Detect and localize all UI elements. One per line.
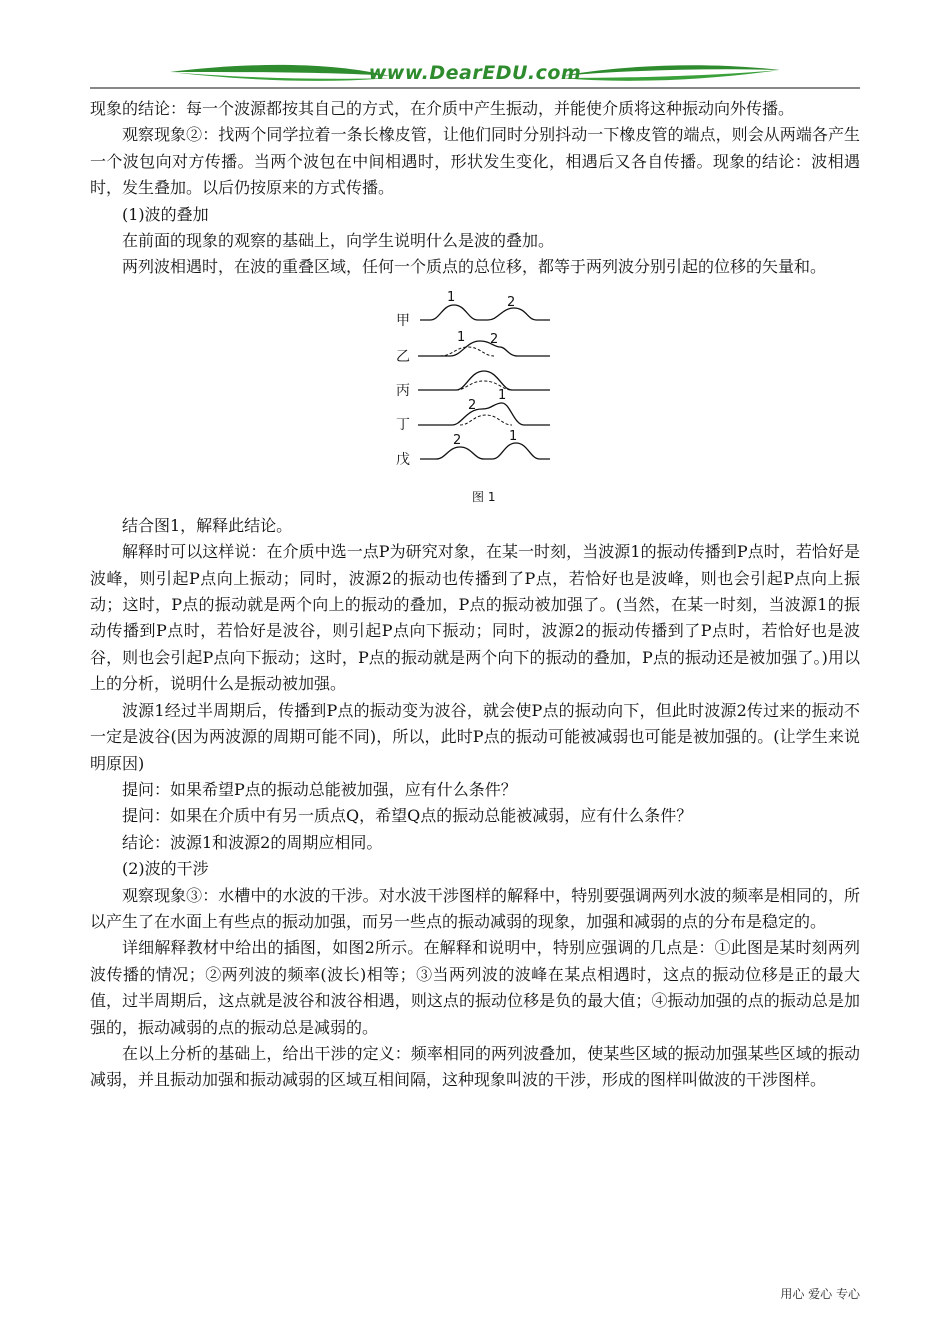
wave-wu: [420, 443, 550, 459]
paragraph: 现象的结论：每一个波源都按其自己的方式，在介质中产生振动，并能使介质将这种振动向外传播。: [90, 99, 795, 118]
wave-label: 2: [490, 331, 499, 347]
section-heading: (2)波的干涉: [122, 859, 209, 879]
conclusion: 结论：波源1和波源2的周期应相同。: [122, 832, 383, 852]
row-label-bing: 丙: [396, 382, 410, 399]
wave-yi-sum: [418, 341, 550, 356]
wave-superposition-diagram: [390, 281, 560, 513]
wave-label: 2: [468, 397, 477, 413]
page-footer: 用心 爱心 专心: [780, 1287, 860, 1301]
wave-label: 2: [507, 294, 516, 310]
section-heading: (1)波的叠加: [122, 204, 209, 224]
wave-label: 1: [447, 289, 456, 305]
question: 提问：如果希望P点的振动总能被加强，应有什么条件？: [122, 779, 517, 799]
wave-label: 1: [509, 428, 518, 444]
wave-label: 1: [457, 329, 466, 345]
paragraph: 解释时可以这样说：在介质中选一点P为研究对象，在某一时刻，当波源1的振动传播到P点时，若恰好是波峰，则引起P点向上振动；同时，波源2的振动也传播到了P点，若恰好也是波峰，则也会引起P点向上振动；这时，P点的振动就是两个向上的振动的叠加，P点的振动被加强了。(当然，在某一时刻，当波源1的振动传播到P点时，若恰好是波谷，则引起P点向下振动；同时，波源2的振动传播到了P点时，若恰好也是波谷，则也会引起P点向下振动；这时，P点的振动就是两个向下的振动的叠加，P点的振动还是被加强了。)用以上的分析，说明什么是振动被加强。: [90, 542, 860, 694]
wave-jia: [420, 305, 550, 320]
figure-1: [90, 281, 860, 513]
row-label-jia: 甲: [396, 312, 410, 329]
wave-ding-sum: [418, 403, 550, 425]
paragraph: 在前面的现象的观察的基础上，向学生说明什么是波的叠加。: [122, 231, 555, 251]
site-url[interactable]: www.DearEDU.com: [368, 62, 582, 84]
paragraph: 详细解释教材中给出的插图，如图2所示。在解释和说明中，特别应强调的几点是：①此图是某时刻两列波传播的情况；②两列波的频率(波长)相等；③当两列波的波峰在某点相遇时，这点的振动位移是正的最大值，过半周期后，这点就是波谷和波谷相遇，则这点的振动位移是负的最大值；④振动加强的点的振动总是加强的，振动减弱的点的振动总是减弱的。: [90, 938, 860, 1037]
wave-ding-component: [460, 415, 512, 425]
paragraph: 结合图1，解释此结论。: [122, 515, 293, 535]
row-label-wu: 戊: [396, 451, 410, 468]
paragraph: 观察现象②：找两个同学拉着一条长橡皮管，让他们同时分别抖动一下橡皮管的端点，则会从两端各产生一个波包向对方传播。当两个波包在中间相遇时，形状发生变化，相遇后又各自传播。现象的结论：波相遇时，发生叠加。以后仍按原来的方式传播。: [90, 125, 860, 198]
paragraph: 观察现象③：水槽中的水波的干涉。对水波干涉图样的解释中，特别要强调两列水波的频率是相同的，所以产生了在水面上有些点的振动加强，而另一些点的振动减弱的现象，加强和减弱的点的分布是稳定的。: [90, 885, 860, 931]
wave-label: 2: [453, 432, 462, 448]
paragraph: 在以上分析的基础上，给出干涉的定义：频率相同的两列波叠加，使某些区域的振动加强某些区域的振动减弱，并且振动加强和振动减弱的区域互相间隔，这种现象叫波的干涉，形成的图样叫做波的干涉图样。: [90, 1043, 860, 1090]
row-label-ding: 丁: [396, 416, 410, 433]
row-label-yi: 乙: [396, 348, 410, 365]
question: 提问：如果在介质中有另一质点Q，希望Q点的振动总能被减弱，应有什么条件？: [122, 806, 693, 826]
paragraph: 两列波相遇时，在波的重叠区域，任何一个质点的总位移，都等于两列波分别引起的位移的矢量和。: [122, 257, 827, 277]
page-header: [90, 58, 860, 90]
wave-label: 1: [498, 387, 507, 403]
figure-caption: 图 1: [472, 489, 496, 504]
wave-bing-sum: [418, 371, 550, 390]
document-body: [90, 96, 860, 1094]
wave-yi-component: [440, 347, 494, 356]
paragraph: 波源1经过半周期后，传播到P点的振动变为波谷，就会使P点的振动向下，但此时波源2传过来的振动不一定是波谷(因为两波源的周期可能不同)，所以，此时P点的振动可能被减弱也可能是被加强的。(让学生来说明原因): [90, 700, 860, 773]
